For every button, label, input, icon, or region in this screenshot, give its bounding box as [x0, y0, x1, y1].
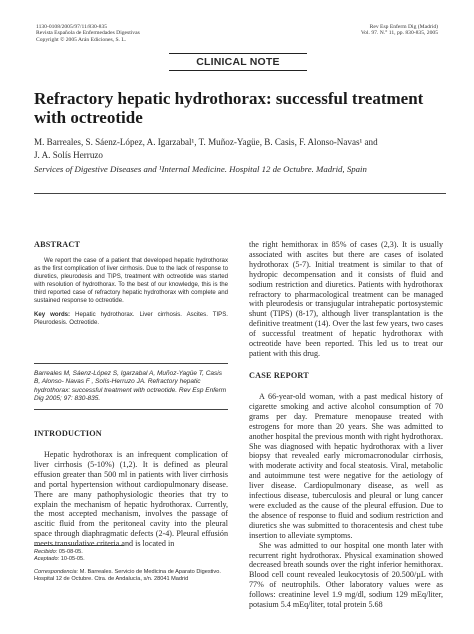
introduction-section [34, 429, 228, 549]
keywords-label: Key words: [34, 311, 71, 319]
correspondence-text: M. Barreales. Servicio de Medicina de Aparato Digestivo. Hospital 12 de Octubre. Ctra. de Andalucía, s/n. 28041 Madrid [34, 569, 221, 582]
received-value: 05-08-05. [58, 549, 83, 555]
article-title: Refractory hepatic hydrothorax: successful treatment with octreotide [34, 89, 424, 127]
citation: Barreales M, Sáenz-López S, Igarzabal A, Muñoz-Yagüe T, Casis B, Alonso- Navas F , Solís-Herruzo JA. Refractory hepatic hydrothorax: successful treatment with octreotide. Rev Esp Enferm Dig 2005; 97: 830-835. [34, 370, 227, 403]
accepted-date [34, 556, 228, 563]
abstract-text: We report the case of a patient that developed hepatic hydrothorax as the first complication of liver cirrhosis. Due to the lack of response to diuretics, pleurodesis and TIPS, treatment with octreotide was started with resolution of hydrothorax. To the best of our knowledge, this is the third reported case of refractory hepatic hydrothorax with complete and sustained response to octreotide. [34, 257, 228, 304]
introduction-continued-paragraph: the right hemithorax in 85% of cases (2,3). It is usually associated with ascites but there are cases of isolated hydrothorax (5-7). Initial treatment is similar to that of hydropic decompensation and it consists of fluid and sodium restriction and diuretics. Patients with hydrothorax refractory to pharmacological treatment can be managed with pleurodesis or transjugular intrahepatic portosystemic shunt (TIPS) (8-17), although liver transplantation is the definitive treatment (14). Over the last few years, two cases of successful treatment of hepatic hydrothorax with octreotide have been reported. This led us to treat our patient with this drug. [249, 240, 443, 358]
correspondence [34, 569, 228, 583]
received-date [34, 549, 228, 556]
introduction-paragraph: Hepatic hydrothorax is an infrequent complication of liver cirrhosis (5-10%) (1,2). It is defined as pleural effusion greater than 500 ml in patients with liver cirrhosis and portal hypertension without cardiopulmonary disease. There are many pathophysiologic theories that try to explain the mechanism of hepatic hydrothorax. Currently, the most accepted mechanism, involves the passage of ascitic fluid from the peritoneal cavity into the pleural space through diaphragmatic defects (2-4). Pleural effusión meets transudative criteria and is located in [34, 450, 228, 549]
abstract-block [34, 240, 228, 327]
abstract-heading: ABSTRACT [34, 240, 81, 249]
footnote-divider [34, 545, 124, 546]
correspondence-label: Correspondencia: [34, 569, 79, 575]
journal-name-line: Revista Española de Enfermedades Digestivas [36, 30, 140, 37]
keywords-text: Hepatic hydrothorax. Liver cirrhosis. Ascites. TIPS. Pleurodesis. Octreotide. [34, 311, 228, 327]
author-list [34, 136, 446, 161]
issn-line: 1130-0108/2005/97/11/830-835 [36, 24, 108, 30]
citation-divider [34, 409, 228, 410]
introduction-continued [249, 240, 443, 359]
journal-header-left [36, 24, 140, 43]
introduction-heading: INTRODUCTION [34, 429, 102, 438]
article-footnotes [34, 549, 228, 583]
title-divider [34, 193, 446, 194]
case-report-heading: CASE REPORT [249, 371, 309, 380]
received-label: Recibido: [34, 549, 58, 555]
case-report-text [249, 392, 443, 610]
authors-line-2: J. A. Solís Herruzo [34, 149, 103, 160]
copyright-line: Copyright © 2005 Arán Ediciones, S. L. [36, 36, 127, 43]
article-type-badge: CLINICAL NOTE [169, 53, 307, 71]
accepted-label: Aceptado: [34, 556, 60, 562]
authors-line-1: M. Barreales, S. Sáenz-López, A. Igarzabal¹, T. Muñoz-Yagüe, B. Casis, F. Alonso-Navas¹ and [34, 137, 378, 147]
case-report-section [249, 371, 443, 610]
volume-line: Vol. 97. N.° 11, pp. 830-835, 2005 [360, 30, 438, 37]
journal-header-right [361, 24, 438, 37]
abstract-divider [34, 363, 228, 364]
case-report-paragraph-1: A 66-year-old woman, with a past medical history of cigarette smoking and active alcohol consumption of 70 grams per day. Premature menopause treated with estrogens for more than 20 years. She was admitted to another hospital the previous month with right hydrothorax. She was diagnosed with hepatic hydrothorax with a liver biopsy that revealed early micromacronodular cirrhosis, with moderate activity and focal steatosis. Viral, metabolic and autoimmune test were negative for the aetiology of liver disease. Cardiopulmonary disease, as well as infectious disease, tuberculosis and pleural or lung cancer were excluded as the cause of the pleural effusion. Due to the absence of response to fluid and sodium restriction and diuretics she was submitted to thoracentesis and chest tube insertion to alleviate symptoms. [249, 392, 443, 540]
keywords [34, 311, 228, 327]
affiliation: Services of Digestive Diseases and ¹Internal Medicine. Hospital 12 de Octubre. Madrid, Spain [34, 164, 367, 174]
case-report-paragraph-2: She was admitted to our hospital one month later with recurrent right hydrothorax. Physical examination showed decreased breath sounds over the right inferior hemithorax. Blood cell count revealed leukocytosis of 20.500/µL with 77% of neutrophils. Other laboratory values were as follows: creatinine level 1.9 mg/dl, sodium 129 mEq/liter, potasium 5.4 mEq/liter, total protein 5.68 [249, 540, 443, 610]
accepted-value: 10-05-05. [60, 556, 85, 562]
introduction-text [34, 450, 228, 549]
journal-abbrev-line: Rev Esp Enferm Dig (Madrid) [369, 24, 438, 30]
